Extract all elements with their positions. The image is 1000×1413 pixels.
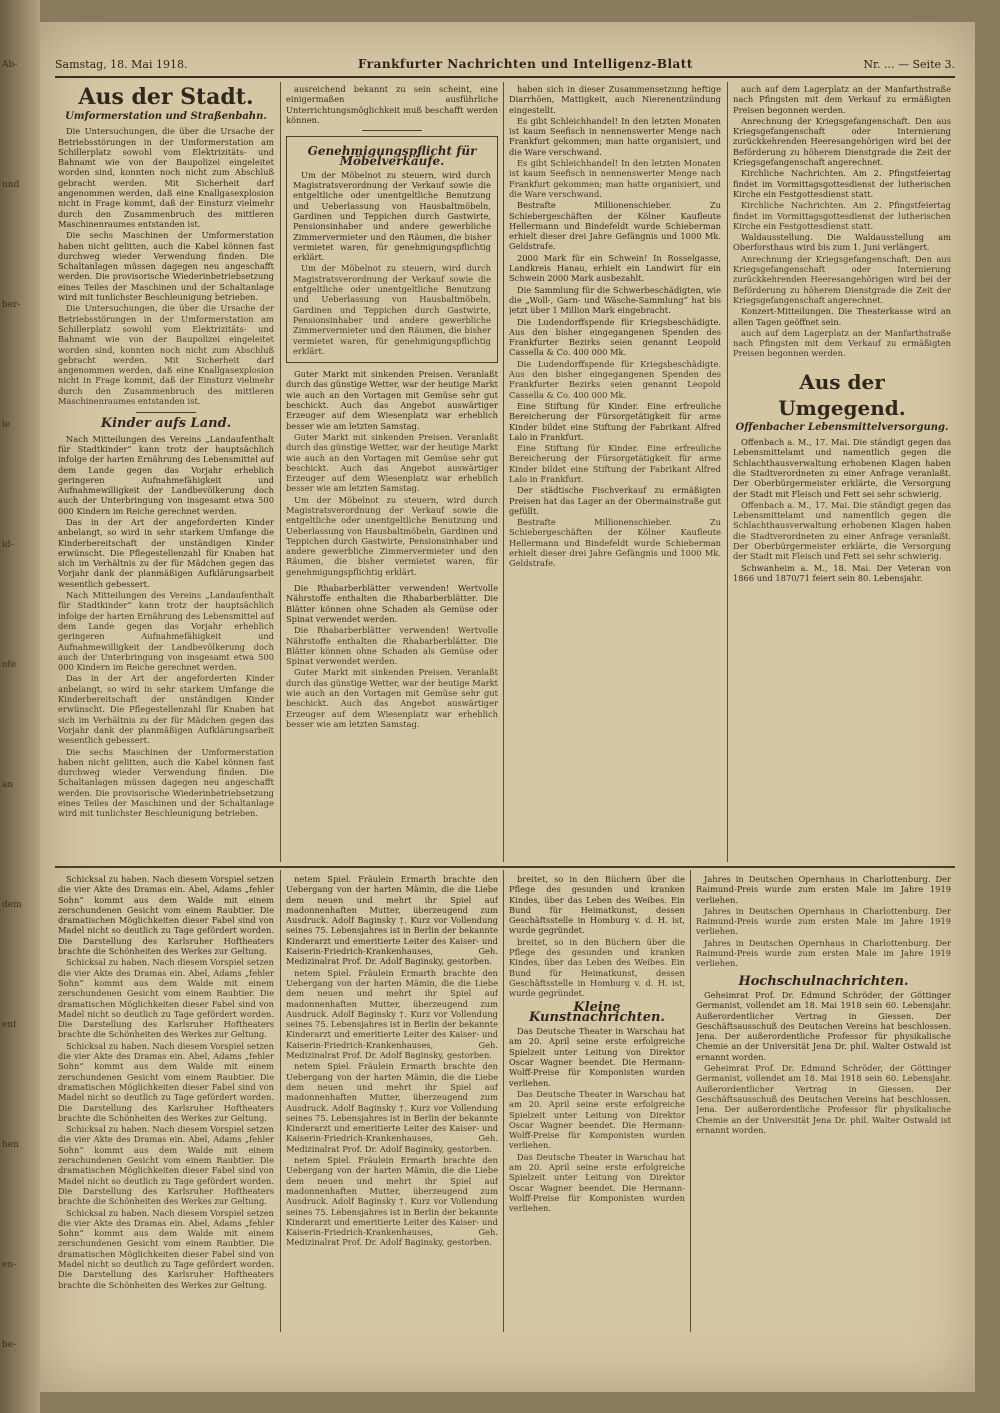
article-paragraph: Geheimrat Prof. Dr. Edmund Schröder, der Göttinger Germanist, vollendet am 18. Mai 1918 sein 60. Lebensjahr. Außerordentlicher Vertrag in Giessen. Der Geschäftsausschuß des Deutschen Vereins hat beschlossen. Jena. Der außerordentliche Professor für physikalische Chemie an der Universität Jena Dr. phil. Walter Ostwald ist ernannt worden. xyxy=(696,989,951,1062)
article-paragraph: Jahres in Deutschen Opernhaus in Charlottenburg. Der Raimund-Preis wurde zum ersten Male im Jahre 1919 verliehen. xyxy=(696,874,951,905)
article-paragraph: Die Untersuchungen, die über die Ursache der Betriebsstörungen in der Umformerstation am Schillerplatz sowohl vom Elektrizitäts- und Bahnamt wie von der Baupolizei eingeleitet worden sind, konnten noch nicht zum Abschluß gebracht werden. Mit Sicherheit darf angenommen werden, daß eine Knallgasexplosion nicht in Frage kommt, daß der Einsturz vielmehr durch den Zusammenbruch des mittleren Maschinenraumes entstanden ist. xyxy=(58,126,274,229)
article-paragraph: Die sechs Maschinen der Umformerstation haben nicht gelitten, auch die Kabel können fast durchweg wieder Verwendung finden. Die Schaltanlagen müssen dagegen neu angeschafft werden. Die provisorische Wiederinbetriebsetzung eines Teiles der Maschinen und der Schaltanlage wird mit tunlichster Beschleunigung betrieben. xyxy=(58,746,274,819)
article-paragraph: netem Spiel. Fräulein Ermarth brachte den Uebergang von der harten Mämin, die die Liebe dem neuen und mehrt ihr Spiel auf madonnenhaften Mutter, überzeugend zum Ausdruck. Adolf Baginsky †. Kurz vor Vollendung seines 75. Lebensjahres ist in Berlin der bekannte Kinderarzt und emeritierte Leiter des Kaiser- und Kaiserin-Friedrich-Krankenhauses, Geh. Medizinalrat Prof. Dr. Adolf Baginsky, gestorben. xyxy=(286,1155,498,1248)
article-paragraph: breitet, so in den Büchern über die Pflege des gesunden und kranken Kindes, über das Leben des Weibes. Ein Bund für Heimatkunst, dessen Geschäftsstelle in Homburg v. d. H. ist, wurde gegründet. xyxy=(509,874,685,936)
column-2 xyxy=(286,84,498,862)
lower-column-3 xyxy=(509,874,685,1332)
article-paragraph: Schicksal zu haben. Nach diesem Vorspiel setzen die vier Akte des Dramas ein. Abel, Adams „fehler Sohn“ kommt aus dem Walde mit einem zerschundenen Gesicht vom einem Raubtier. Die dramatischen Möglichkeiten dieser Fabel sind von Madel nicht so deutlich zu Tage gefördert worden. Die Darstellung des Karlsruher Hoftheaters brachte die Schönheiten des Werkes zur Geltung. xyxy=(58,957,274,1040)
article-paragraph: Waldausstellung. Die Waldausstellung am Oberforsthaus wird bis zum 1. Juni verlängert. xyxy=(733,232,951,253)
section-headline-city: Aus der Stadt. xyxy=(78,84,254,110)
article-paragraph: netem Spiel. Fräulein Ermarth brachte den Uebergang von der harten Mämin, die die Liebe dem neuen und mehrt ihr Spiel auf madonnenhaften Mutter, überzeugend zum Ausdruck. Adolf Baginsky †. Kurz vor Vollendung seines 75. Lebensjahres ist in Berlin der bekannte Kinderarzt und emeritierte Leiter des Kaiser- und Kaiserin-Friedrich-Krankenhauses, Geh. Medizinalrat Prof. Dr. Adolf Baginsky, gestorben. xyxy=(286,874,498,967)
article-paragraph: Eine Stiftung für Kinder. Eine erfreuliche Bereicherung der Fürsorgetätigkeit für arme Kinder bildet eine Stiftung der Fabrikant Alfred Lalo in Frankfurt. xyxy=(509,400,721,442)
article-paragraph: auch auf dem Lagerplatz an der Manfarthstraße nach Pfingsten mit dem Verkauf zu ermäßigten Preisen begonnen werden. xyxy=(733,84,951,115)
article-paragraph: auch auf dem Lagerplatz an der Manfarthstraße nach Pfingsten mit dem Verkauf zu ermäßigten Preisen begonnen werden. xyxy=(733,327,951,359)
article-paragraph: Um der Möbelnot zu steuern, wird durch Magistratsverordnung der Verkauf sowie die entgeltliche oder unentgeltliche Benutzung und Ueberlassung von Hausbaltmöbeln, Gardinen und Teppichen durch Gastwirte, Pensionsinhaber und andere gewerbliche Zimmervermieter und den Räumen, die bisher vermietet waren, für genehmigungspflichtig erklärt. xyxy=(293,169,491,263)
article-headline: Kleine Kunstnachrichten. xyxy=(529,999,665,1025)
article-paragraph: Schicksal zu haben. Nach diesem Vorspiel setzen die vier Akte des Dramas ein. Abel, Adams „fehler Sohn“ kommt aus dem Walde mit einem zerschundenen Gesicht vom einem Raubtier. Die dramatischen Möglichkeiten dieser Fabel sind von Madel nicht so deutlich zu Tage gefördert worden. Die Darstellung des Karlsruher Hoftheaters brachte die Schönheiten des Werkes zur Geltung. xyxy=(58,874,274,957)
article-subhead: Offenbacher Lebensmittelversorgung. xyxy=(735,421,949,433)
page-header xyxy=(55,52,955,78)
article-paragraph: Das Deutsche Theater in Warschau hat am 20. April seine erste erfolgreiche Spielzeit unter Leitung von Direktor Oscar Wagner beendet. Die Hermann-Wolff-Preise für Komponisten wurden verliehen. xyxy=(509,1026,685,1088)
column-4 xyxy=(733,84,951,862)
column-rule xyxy=(280,82,281,862)
article-paragraph: Offenbach a. M., 17. Mai. Die ständigt gegen das Lebensmittelamt und namentlich gegen die Schlachthausverwaltung erhobenen Klagen haben die Stadtverordneten zu einer Anfrage veranlaßt. Der Oberbürgermeister erklärte, die Versorgung der Stadt mit Fleisch und Fett sei sehr schwierig. xyxy=(733,499,951,562)
article-headline: Hochschulnachrichten. xyxy=(738,973,909,989)
article-paragraph: Das in der Art der angeforderten Kinder anbelangt, so wird in sehr starkem Umfange die Kinderbereitschaft der unständigen Kinder erwünscht. Die Pflegestellenzahl für Knaben hat sich im Verhältnis zu der für Mädchen gegen das Vorjahr dank der planmäßigen Aufklärungsarbeit wesentlich gebessert. xyxy=(58,673,274,746)
article-paragraph: Eine Stiftung für Kinder. Eine erfreuliche Bereicherung der Fürsorgetätigkeit für arme Kinder bildet eine Stiftung der Fabrikant Alfred Lalo in Frankfurt. xyxy=(509,443,721,484)
article-paragraph: Es gibt Schleichhandel! In den letzten Monaten ist kaum Seefisch in nennenswerter Menge nach Frankfurt gekommen; man hatte organisiert, und die Ware verschwand. xyxy=(509,115,721,157)
article-paragraph: Die Rhabarberblätter verwenden! Wertvolle Nährstoffe enthalten die Rhabarberblätter. Die Blätter können ohne Schaden als Gemüse oder Spinat verwendet werden. xyxy=(286,625,498,667)
edge-text: ent xyxy=(2,1020,17,1030)
column-rule xyxy=(280,870,281,1332)
article-paragraph: Anrechnung der Kriegsgefangenschaft. Den aus Kriegsgefangenschaft oder Internierung zurückkehrenden Heeresangehörigen wird bei der Beförderung zu höherem Dienstgrade die Zeit der Kriegsgefangenschaft angerechnet. xyxy=(733,115,951,168)
article-paragraph: Es gibt Schleichhandel! In den letzten Monaten ist kaum Seefisch in nennenswerter Menge nach Frankfurt gekommen; man hatte organisiert, und die Ware verschwand. xyxy=(509,158,721,199)
article-headline: Kinder aufs Land. xyxy=(100,416,232,432)
section-divider xyxy=(55,866,955,868)
article-paragraph: Die sechs Maschinen der Umformerstation haben nicht gelitten, auch die Kabel können fast durchweg wieder Verwendung finden. Die Schaltanlagen müssen dagegen neu angeschafft werden. Die provisorische Wiederinbetriebsetzung eines Teiles der Maschinen und der Schaltanlage wird mit tunlichster Beschleunigung betrieben. xyxy=(58,230,274,303)
article-paragraph: Das Deutsche Theater in Warschau hat am 20. April seine erste erfolgreiche Spielzeit unter Leitung von Direktor Oscar Wagner beendet. Die Hermann-Wolff-Preise für Komponisten wurden verliehen. xyxy=(509,1151,685,1214)
article-paragraph: Kirchliche Nachrichten. Am 2. Pfingstfeiertag findet im Vormittagsgottesdienst der lutherischen Kirche ein Festgottesdienst statt. xyxy=(733,200,951,231)
article-paragraph: Guter Markt mit sinkenden Preisen. Veranlaßt durch das günstige Wetter, war der heutige Markt wie auch an den Vortagen mit Gemüse sehr gut beschickt. Auch das Angebot auswärtiger Erzeuger auf dem Wiesenplatz war erheblich besser wie am letzten Samstag. xyxy=(286,667,498,729)
edge-text: ofe xyxy=(2,660,17,670)
article-paragraph: Guter Markt mit sinkenden Preisen. Veranlaßt durch das günstige Wetter, war der heutige Markt wie auch an den Vortagen mit Gemüse sehr gut beschickt. Auch das Angebot auswärtiger Erzeuger auf dem Wiesenplatz war erheblich besser wie am letzten Samstag. xyxy=(286,431,498,494)
column-rule xyxy=(690,870,691,1332)
edge-text: le xyxy=(2,420,11,430)
edge-text: ber- xyxy=(2,300,21,310)
article-paragraph: Die Ludendorffspende für Kriegsbeschädigte. Aus den bisher eingegangenen Spenden des Frankfurter Bezirks seien genannt Leopold Cassella & Co. 400 000 Mk. xyxy=(509,358,721,400)
article-paragraph: Die Untersuchungen, die über die Ursache der Betriebsstörungen in der Umformerstation am Schillerplatz sowohl vom Elektrizitäts- und Bahnamt wie von der Baupolizei eingeleitet worden sind, konnten noch nicht zum Abschluß gebracht werden. Mit Sicherheit darf angenommen werden, daß eine Knallgasexplosion nicht in Frage kommt, daß der Einsturz vielmehr durch den Zusammenbruch des mittleren Maschinenraumes entstanden ist. xyxy=(58,303,274,407)
article-paragraph: Das Deutsche Theater in Warschau hat am 20. April seine erste erfolgreiche Spielzeit unter Leitung von Direktor Oscar Wagner beendet. Die Hermann-Wolff-Preise für Komponisten wurden verliehen. xyxy=(509,1088,685,1151)
article-paragraph: Schicksal zu haben. Nach diesem Vorspiel setzen die vier Akte des Dramas ein. Abel, Adams „fehler Sohn“ kommt aus dem Walde mit einem zerschundenen Gesicht vom einem Raubtier. Die dramatischen Möglichkeiten dieser Fabel sind von Madel nicht so deutlich zu Tage gefördert worden. Die Darstellung des Karlsruher Hoftheaters brachte die Schönheiten des Werkes zur Geltung. xyxy=(58,1207,274,1290)
article-paragraph: Um der Möbelnot zu steuern, wird durch Magistratsverordnung der Verkauf sowie die entgeltliche oder unentgeltliche Benutzung und Ueberlassung von Hausbaltmöbeln, Gardinen und Teppichen durch Gastwirte, Pensionsinhaber und andere gewerbliche Zimmervermieter und den Räumen, die bisher vermietet waren, für genehmigungspflichtig erklärt. xyxy=(286,494,498,577)
article-paragraph: Die Ludendorffspende für Kriegsbeschädigte. Aus den bisher eingegangenen Spenden des Frankfurter Bezirks seien genannt Leopold Cassella & Co. 400 000 Mk. xyxy=(509,316,721,358)
article-paragraph: netem Spiel. Fräulein Ermarth brachte den Uebergang von der harten Mämin, die die Liebe dem neuen und mehrt ihr Spiel auf madonnenhaften Mutter, überzeugend zum Ausdruck. Adolf Baginsky †. Kurz vor Vollendung seines 75. Lebensjahres ist in Berlin der bekannte Kinderarzt und emeritierte Leiter des Kaiser- und Kaiserin-Friedrich-Krankenhauses, Geh. Medizinalrat Prof. Dr. Adolf Baginsky, gestorben. xyxy=(286,1061,498,1154)
edge-text: id- xyxy=(2,540,14,550)
article-divider xyxy=(362,130,422,131)
article-paragraph: Schwanheim a. M., 18. Mai. Der Veteran von 1866 und 1870/71 feiert sein 80. Lebensjahr. xyxy=(733,562,951,583)
article-paragraph: Bestrafte Millionenschieber. Zu Schiebergeschäften der Kölner Kaufleute Hellermann und Bindefeldt wurde Schieberman erhielt dieser drei Jahre Gefängnis und 1000 Mk. Geldstrafe. xyxy=(509,517,721,569)
edge-text: be- xyxy=(2,1340,17,1350)
article-paragraph: Anrechnung der Kriegsgefangenschaft. Den aus Kriegsgefangenschaft oder Internierung zurückkehrenden Heeresangehörigen wird bei der Beförderung zu höherem Dienstgrade die Zeit der Kriegsgefangenschaft angerechnet. xyxy=(733,253,951,305)
article-paragraph: Guter Markt mit sinkenden Preisen. Veranlaßt durch das günstige Wetter, war der heutige Markt wie auch an den Vortagen mit Gemüse sehr gut beschickt. Auch das Angebot auswärtiger Erzeuger auf dem Wiesenplatz war erheblich besser wie am letzten Samstag. xyxy=(286,369,498,431)
article-headline: Genehmigungspflicht für Möbelverkäufe. xyxy=(307,144,477,169)
column-rule xyxy=(727,82,728,862)
edge-text: hen xyxy=(2,1140,19,1150)
article-paragraph: Die Rhabarberblätter verwenden! Wertvolle Nährstoffe enthalten die Rhabarberblätter. Die Blätter können ohne Schaden als Gemüse oder Spinat verwendet werden. xyxy=(286,583,498,624)
article-paragraph: ausreichend bekannt zu sein scheint, eine einigermaßen ausführliche Unterrichtungsmöglichkeit muß beschafft werden können. xyxy=(286,84,498,125)
lower-column-2 xyxy=(286,874,498,1332)
column-rule xyxy=(503,870,504,1332)
article-paragraph: breitet, so in den Büchern über die Pflege des gesunden und kranken Kindes, über das Leben des Weibes. Ein Bund für Heimatkunst, dessen Geschäftsstelle in Homburg v. d. H. ist, wurde gegründet. xyxy=(509,936,685,999)
edge-text: und xyxy=(2,180,20,190)
column-1 xyxy=(58,84,274,862)
edge-text: dem xyxy=(2,900,22,910)
article-paragraph: Schicksal zu haben. Nach diesem Vorspiel setzen die vier Akte des Dramas ein. Abel, Adams „fehler Sohn“ kommt aus dem Walde mit einem zerschundenen Gesicht vom einem Raubtier. Die dramatischen Möglichkeiten dieser Fabel sind von Madel nicht so deutlich zu Tage gefördert worden. Die Darstellung des Karlsruher Hoftheaters brachte die Schönheiten des Werkes zur Geltung. xyxy=(58,1124,274,1207)
article-paragraph: Der städtische Fischverkauf zu ermäßigten Preisen hat das Lager an der Obermainstraße gut gefüllt. xyxy=(509,485,721,516)
article-paragraph: Schicksal zu haben. Nach diesem Vorspiel setzen die vier Akte des Dramas ein. Abel, Adams „fehler Sohn“ kommt aus dem Walde mit einem zerschundenen Gesicht vom einem Raubtier. Die dramatischen Möglichkeiten dieser Fabel sind von Madel nicht so deutlich zu Tage gefördert worden. Die Darstellung des Karlsruher Hoftheaters brachte die Schönheiten des Werkes zur Geltung. xyxy=(58,1040,274,1123)
section-headline-region: Aus der Umgegend. xyxy=(778,369,906,420)
article-paragraph: Nach Mitteilungen des Vereins „Landaufenthalt für Stadtkinder“ kann trotz der hauptsächlich infolge der harten Ernährung des Lebensmittel auf dem Lande gegen das Vorjahr erheblich geringeren Aufnahmefähigkeit und Aufnahmewilligkeit der Landbevölkerung doch auch der Unterbringung von insgesamt etwa 500 000 Kindern im Reiche gerechnet werden. xyxy=(58,590,274,673)
article-paragraph: haben sich in dieser Zusammensetzung heftige Diarrhöen, Mattigkeit, auch Nierenentzündung eingestellt. xyxy=(509,84,721,115)
lower-column-1 xyxy=(58,874,274,1332)
article-paragraph: Jahres in Deutschen Opernhaus in Charlottenburg. Der Raimund-Preis wurde zum ersten Male im Jahre 1919 verliehen. xyxy=(696,905,951,937)
article-paragraph: Konzert-Mitteilungen. Die Theaterkasse wird an allen Tagen geöffnet sein. xyxy=(733,306,951,327)
article-paragraph: Kirchliche Nachrichten. Am 2. Pfingstfeiertag findet im Vormittagsgottesdienst der lutherischen Kirche ein Festgottesdienst statt. xyxy=(733,168,951,199)
article-paragraph: Das in der Art der angeforderten Kinder anbelangt, so wird in sehr starkem Umfange die Kinderbereitschaft der unständigen Kinder erwünscht. Die Pflegestellenzahl für Knaben hat sich im Verhältnis zu der für Mädchen gegen das Vorjahr dank der planmäßigen Aufklärungsarbeit wesentlich gebessert. xyxy=(58,516,274,589)
lower-column-4 xyxy=(696,874,951,1332)
edge-text: en- xyxy=(2,1260,17,1270)
column-3 xyxy=(509,84,721,862)
masthead: Frankfurter Nachrichten und Intelligenz-Blatt xyxy=(357,57,693,71)
article-paragraph: netem Spiel. Fräulein Ermarth brachte den Uebergang von der harten Mämin, die die Liebe dem neuen und mehrt ihr Spiel auf madonnenhaften Mutter, überzeugend zum Ausdruck. Adolf Baginsky †. Kurz vor Vollendung seines 75. Lebensjahres ist in Berlin der bekannte Kinderarzt und emeritierte Leiter des Kaiser- und Kaiserin-Friedrich-Krankenhauses, Geh. Medizinalrat Prof. Dr. Adolf Baginsky, gestorben. xyxy=(286,967,498,1061)
article-paragraph: Nach Mitteilungen des Vereins „Landaufenthalt für Stadtkinder“ kann trotz der hauptsächlich infolge der harten Ernährung des Lebensmittel auf dem Lande gegen das Vorjahr erheblich geringeren Aufnahmefähigkeit und Aufnahmewilligkeit der Landbevölkerung doch auch der Unterbringung von insgesamt etwa 500 000 Kindern im Reiche gerechnet werden. xyxy=(58,433,274,516)
page-number: Nr. ... — Seite 3. xyxy=(863,57,955,71)
column-rule xyxy=(503,82,504,862)
article-paragraph: Geheimrat Prof. Dr. Edmund Schröder, der Göttinger Germanist, vollendet am 18. Mai 1918 sein 60. Lebensjahr. Außerordentlicher Vertrag in Giessen. Der Geschäftsausschuß des Deutschen Vereins hat beschlossen. Jena. Der außerordentliche Professor für physikalische Chemie an der Universität Jena Dr. phil. Walter Ostwald ist ernannt worden. xyxy=(696,1063,951,1135)
issue-date: Samstag, 18. Mai 1918. xyxy=(55,57,188,71)
article-paragraph: Offenbach a. M., 17. Mai. Die ständigt gegen das Lebensmittelamt und namentlich gegen die Schlachthausverwaltung erhobenen Klagen haben die Stadtverordneten zu einer Anfrage veranlaßt. Der Oberbürgermeister erklärte, die Versorgung der Stadt mit Fleisch und Fett sei sehr schwierig. xyxy=(733,437,951,499)
article-paragraph: Jahres in Deutschen Opernhaus in Charlottenburg. Der Raimund-Preis wurde zum ersten Male im Jahre 1919 verliehen. xyxy=(696,937,951,969)
article-paragraph: Die Sammlung für die Schwerbeschädigten, wie die „Woll-, Garn- und Wäsche-Sammlung“ hat bis jetzt über 1 Million Mark eingebracht. xyxy=(509,284,721,316)
adjacent-page-edge xyxy=(0,0,40,1413)
edge-text: Ab- xyxy=(2,60,18,70)
article-paragraph: Bestrafte Millionenschieber. Zu Schiebergeschäften der Kölner Kaufleute Hellermann und Bindefeldt wurde Schieberman erhielt dieser drei Jahre Gefängnis und 1000 Mk. Geldstrafe. xyxy=(509,200,721,252)
edge-text: an xyxy=(2,780,14,790)
article-divider xyxy=(136,412,196,413)
article-paragraph: 2000 Mark für ein Schwein! In Rosselgasse, Landkreis Hanau, erhielt ein Landwirt für ein Schwein 2000 Mark ausbezahlt. xyxy=(509,252,721,284)
article-subhead: Umformerstation und Straßenbahn. xyxy=(65,111,267,122)
article-paragraph: Um der Möbelnot zu steuern, wird durch Magistratsverordnung der Verkauf sowie die entgeltliche oder unentgeltliche Benutzung und Ueberlassung von Hausbaltmöbeln, Gardinen und Teppichen durch Gastwirte, Pensionsinhaber und andere gewerbliche Zimmervermieter und den Räumen, die bisher vermietet waren, für genehmigungspflichtig erklärt. xyxy=(293,263,491,356)
notice-box xyxy=(286,136,498,363)
